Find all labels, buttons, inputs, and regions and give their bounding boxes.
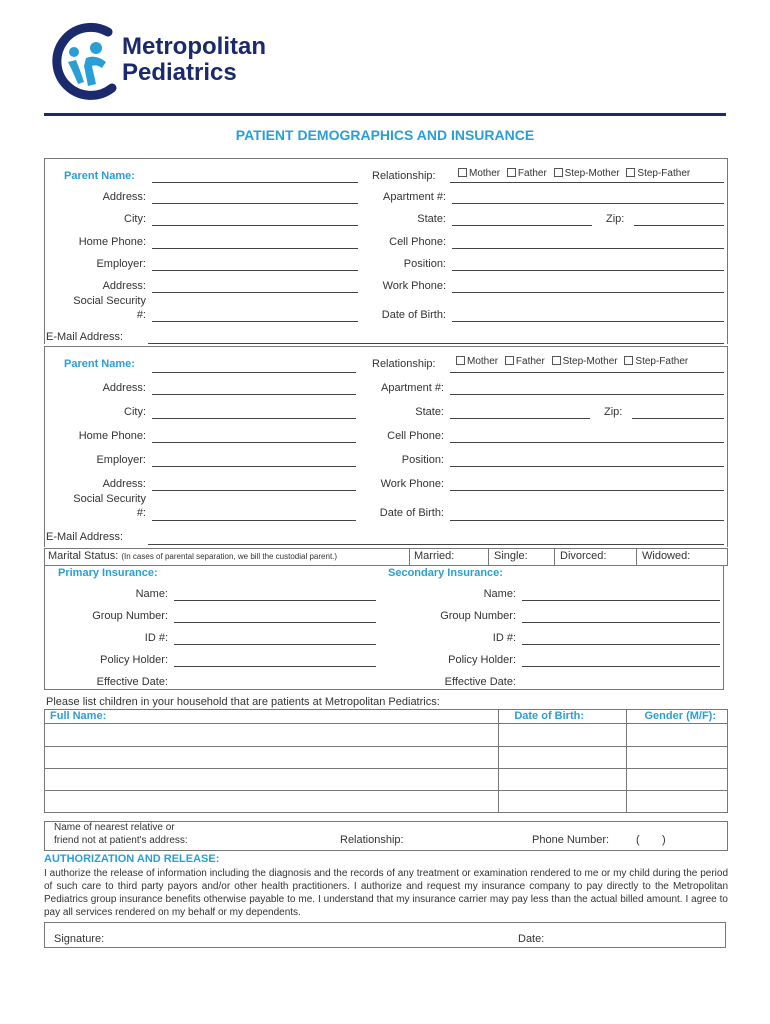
logo-line-1: Metropolitan <box>122 33 266 60</box>
p2-work-phone-field[interactable] <box>450 490 724 491</box>
secondary-id-label: ID #: <box>492 632 516 644</box>
secondary-name-label: Name: <box>483 588 516 600</box>
parent-2-relationship-label: Relationship: <box>372 358 436 370</box>
p2-email-field[interactable] <box>148 544 724 545</box>
p2-zip-label: Zip: <box>604 406 623 418</box>
relative-phone-open-paren: ( <box>636 834 640 846</box>
zip-label: Zip: <box>606 213 625 225</box>
p2-apartment-label: Apartment #: <box>381 382 444 394</box>
secondary-insurance-label: Secondary Insurance: <box>388 567 503 579</box>
date-field[interactable] <box>552 926 720 944</box>
primary-holder-field[interactable] <box>174 666 376 667</box>
secondary-name-field[interactable] <box>522 600 720 601</box>
position-field[interactable] <box>452 270 724 271</box>
auth-text: I authorize the release of information including the diagnosis and the records of any treatment or examination rendered to me or my child during the period of such care to third party payors and/or other health practitioners. I authorize and request my insurance company to pay directly to the Metropolitan Pediatrics group insurance benefits otherwise payable to me. I understand that my insurance carrier may pay less than the actual billed amount. I agree to pay all services rendered on my behalf or my dependents. <box>44 868 728 918</box>
zip-field[interactable] <box>634 225 724 226</box>
p2-ssn-label-2: #: <box>136 507 146 519</box>
logo-mark-icon <box>50 22 126 102</box>
work-address-label: Address: <box>102 280 146 292</box>
state-field[interactable] <box>452 225 592 226</box>
p2-option-father: Father <box>515 356 545 367</box>
cell-phone-field[interactable] <box>452 248 724 249</box>
relative-relationship-label: Relationship: <box>340 834 404 846</box>
marital-status-label: Marital Status: (In cases of parental separation, we bill the custodial parent.) <box>48 550 338 562</box>
parent-name-label: Parent Name: <box>64 170 135 182</box>
p2-work-phone-label: Work Phone: <box>380 478 444 490</box>
children-row-4[interactable] <box>45 791 725 811</box>
p2-cell-phone-field[interactable] <box>450 442 724 443</box>
ssn-label-1: Social Security <box>73 295 146 307</box>
logo <box>50 22 330 102</box>
divorced-field[interactable] <box>636 548 637 565</box>
p2-checkbox-father[interactable] <box>505 356 514 365</box>
p2-option-step-mother: Step-Mother <box>562 356 618 367</box>
home-phone-field[interactable] <box>152 248 358 249</box>
p2-checkbox-step-mother[interactable] <box>552 356 561 365</box>
children-row-2[interactable] <box>45 747 725 767</box>
secondary-group-label: Group Number: <box>440 610 516 622</box>
apartment-label: Apartment #: <box>383 191 446 203</box>
primary-holder-label: Policy Holder: <box>100 654 168 666</box>
single-field[interactable] <box>554 548 555 565</box>
p2-employer-field[interactable] <box>152 466 356 467</box>
secondary-group-field[interactable] <box>522 622 720 623</box>
children-row-1[interactable] <box>45 724 725 745</box>
form-title: PATIENT DEMOGRAPHICS AND INSURANCE <box>235 127 535 143</box>
p2-ssn-field[interactable] <box>152 520 356 521</box>
checkbox-mother[interactable] <box>458 168 467 177</box>
p2-work-address-label: Address: <box>102 478 146 490</box>
p2-home-phone-field[interactable] <box>152 442 356 443</box>
relative-label-1: Name of nearest relative or <box>54 822 175 833</box>
primary-id-label: ID #: <box>144 632 168 644</box>
relative-phone-close-paren: ) <box>662 834 666 846</box>
col-gender: Gender (M/F): <box>644 710 716 722</box>
p2-zip-field[interactable] <box>632 418 724 419</box>
secondary-id-field[interactable] <box>522 644 720 645</box>
email-label: E-Mail Address: <box>46 331 124 343</box>
relative-phone-field[interactable] <box>642 830 722 846</box>
parent-2-relationship-options <box>452 356 688 367</box>
apartment-field[interactable] <box>452 203 724 204</box>
p2-position-field[interactable] <box>450 466 724 467</box>
divorced-label: Divorced: <box>560 550 607 562</box>
primary-effective-label: Effective Date: <box>96 676 168 688</box>
relationship-options <box>454 168 690 179</box>
option-mother: Mother <box>469 168 501 179</box>
position-label: Position: <box>403 258 446 270</box>
option-step-mother: Step-Mother <box>564 168 620 179</box>
primary-name-label: Name: <box>135 588 168 600</box>
work-address-field[interactable] <box>152 292 358 293</box>
work-phone-field[interactable] <box>452 292 724 293</box>
city-label: City: <box>124 213 146 225</box>
parent-name-field[interactable] <box>152 182 358 183</box>
secondary-holder-label: Policy Holder: <box>448 654 516 666</box>
children-intro: Please list children in your household that are patients at Metropolitan Pediatrics: <box>46 696 440 708</box>
checkbox-step-mother[interactable] <box>554 168 563 177</box>
married-field[interactable] <box>488 548 489 565</box>
single-label: Single: <box>494 550 528 562</box>
p2-home-phone-label: Home Phone: <box>78 430 146 442</box>
header-rule <box>44 113 726 116</box>
primary-id-field[interactable] <box>174 644 376 645</box>
primary-group-field[interactable] <box>174 622 376 623</box>
p2-state-label: State: <box>415 406 444 418</box>
email-field[interactable] <box>148 343 724 344</box>
p2-position-label: Position: <box>401 454 444 466</box>
address-label: Address: <box>102 191 146 203</box>
address-field[interactable] <box>152 203 358 204</box>
p2-ssn-label-1: Social Security <box>73 493 146 505</box>
cell-phone-label: Cell Phone: <box>389 236 446 248</box>
married-label: Married: <box>414 550 455 562</box>
primary-group-label: Group Number: <box>92 610 168 622</box>
relative-label-2: friend not at patient's address: <box>54 835 188 846</box>
relative-relationship-field[interactable] <box>414 830 526 846</box>
primary-name-field[interactable] <box>174 600 376 601</box>
p2-address-label: Address: <box>102 382 146 394</box>
relative-name-field[interactable] <box>210 830 334 846</box>
relative-phone-label: Phone Number: <box>532 834 610 846</box>
p2-state-field[interactable] <box>450 418 590 419</box>
checkbox-father[interactable] <box>507 168 516 177</box>
parent-2-name-field[interactable] <box>152 372 356 373</box>
p2-dob-field[interactable] <box>450 520 724 521</box>
home-phone-label: Home Phone: <box>78 236 146 248</box>
p2-city-field[interactable] <box>152 418 356 419</box>
p2-option-step-father: Step-Father <box>635 356 689 367</box>
city-field[interactable] <box>152 225 358 226</box>
p2-address-field[interactable] <box>152 394 356 395</box>
p2-apartment-field[interactable] <box>450 394 724 395</box>
dob-label: Date of Birth: <box>381 309 446 321</box>
logo-line-2: Pediatrics <box>122 59 237 86</box>
p2-work-address-field[interactable] <box>152 490 356 491</box>
ssn-field[interactable] <box>152 321 358 322</box>
dob-field[interactable] <box>452 321 724 322</box>
p2-city-label: City: <box>124 406 146 418</box>
work-phone-label: Work Phone: <box>382 280 446 292</box>
auth-title: AUTHORIZATION AND RELEASE: <box>44 853 220 865</box>
col-full-name: Full Name: <box>50 710 107 722</box>
employer-field[interactable] <box>152 270 358 271</box>
signature-field[interactable] <box>114 926 504 944</box>
signature-label: Signature: <box>54 933 105 945</box>
p2-checkbox-mother[interactable] <box>456 356 465 365</box>
p2-employer-label: Employer: <box>96 454 146 466</box>
widowed-label: Widowed: <box>642 550 691 562</box>
option-father: Father <box>517 168 547 179</box>
p2-cell-phone-label: Cell Phone: <box>387 430 444 442</box>
p2-email-label: E-Mail Address: <box>46 531 124 543</box>
option-step-father: Step-Father <box>637 168 691 179</box>
parent-2-name-label: Parent Name: <box>64 358 135 370</box>
relationship-label: Relationship: <box>372 170 436 182</box>
primary-insurance-label: Primary Insurance: <box>58 567 158 579</box>
secondary-holder-field[interactable] <box>522 666 720 667</box>
ssn-label-2: #: <box>136 309 146 321</box>
state-label: State: <box>417 213 446 225</box>
employer-label: Employer: <box>96 258 146 270</box>
col-date-of-birth: Date of Birth: <box>514 710 584 722</box>
date-label: Date: <box>518 933 545 945</box>
p2-dob-label: Date of Birth: <box>379 507 444 519</box>
p2-checkbox-step-father[interactable] <box>624 356 633 365</box>
checkbox-step-father[interactable] <box>626 168 635 177</box>
secondary-effective-label: Effective Date: <box>444 676 516 688</box>
p2-option-mother: Mother <box>467 356 499 367</box>
marital-note: (In cases of parental separation, we bill the custodial parent.) <box>121 552 338 561</box>
children-row-3[interactable] <box>45 769 725 789</box>
